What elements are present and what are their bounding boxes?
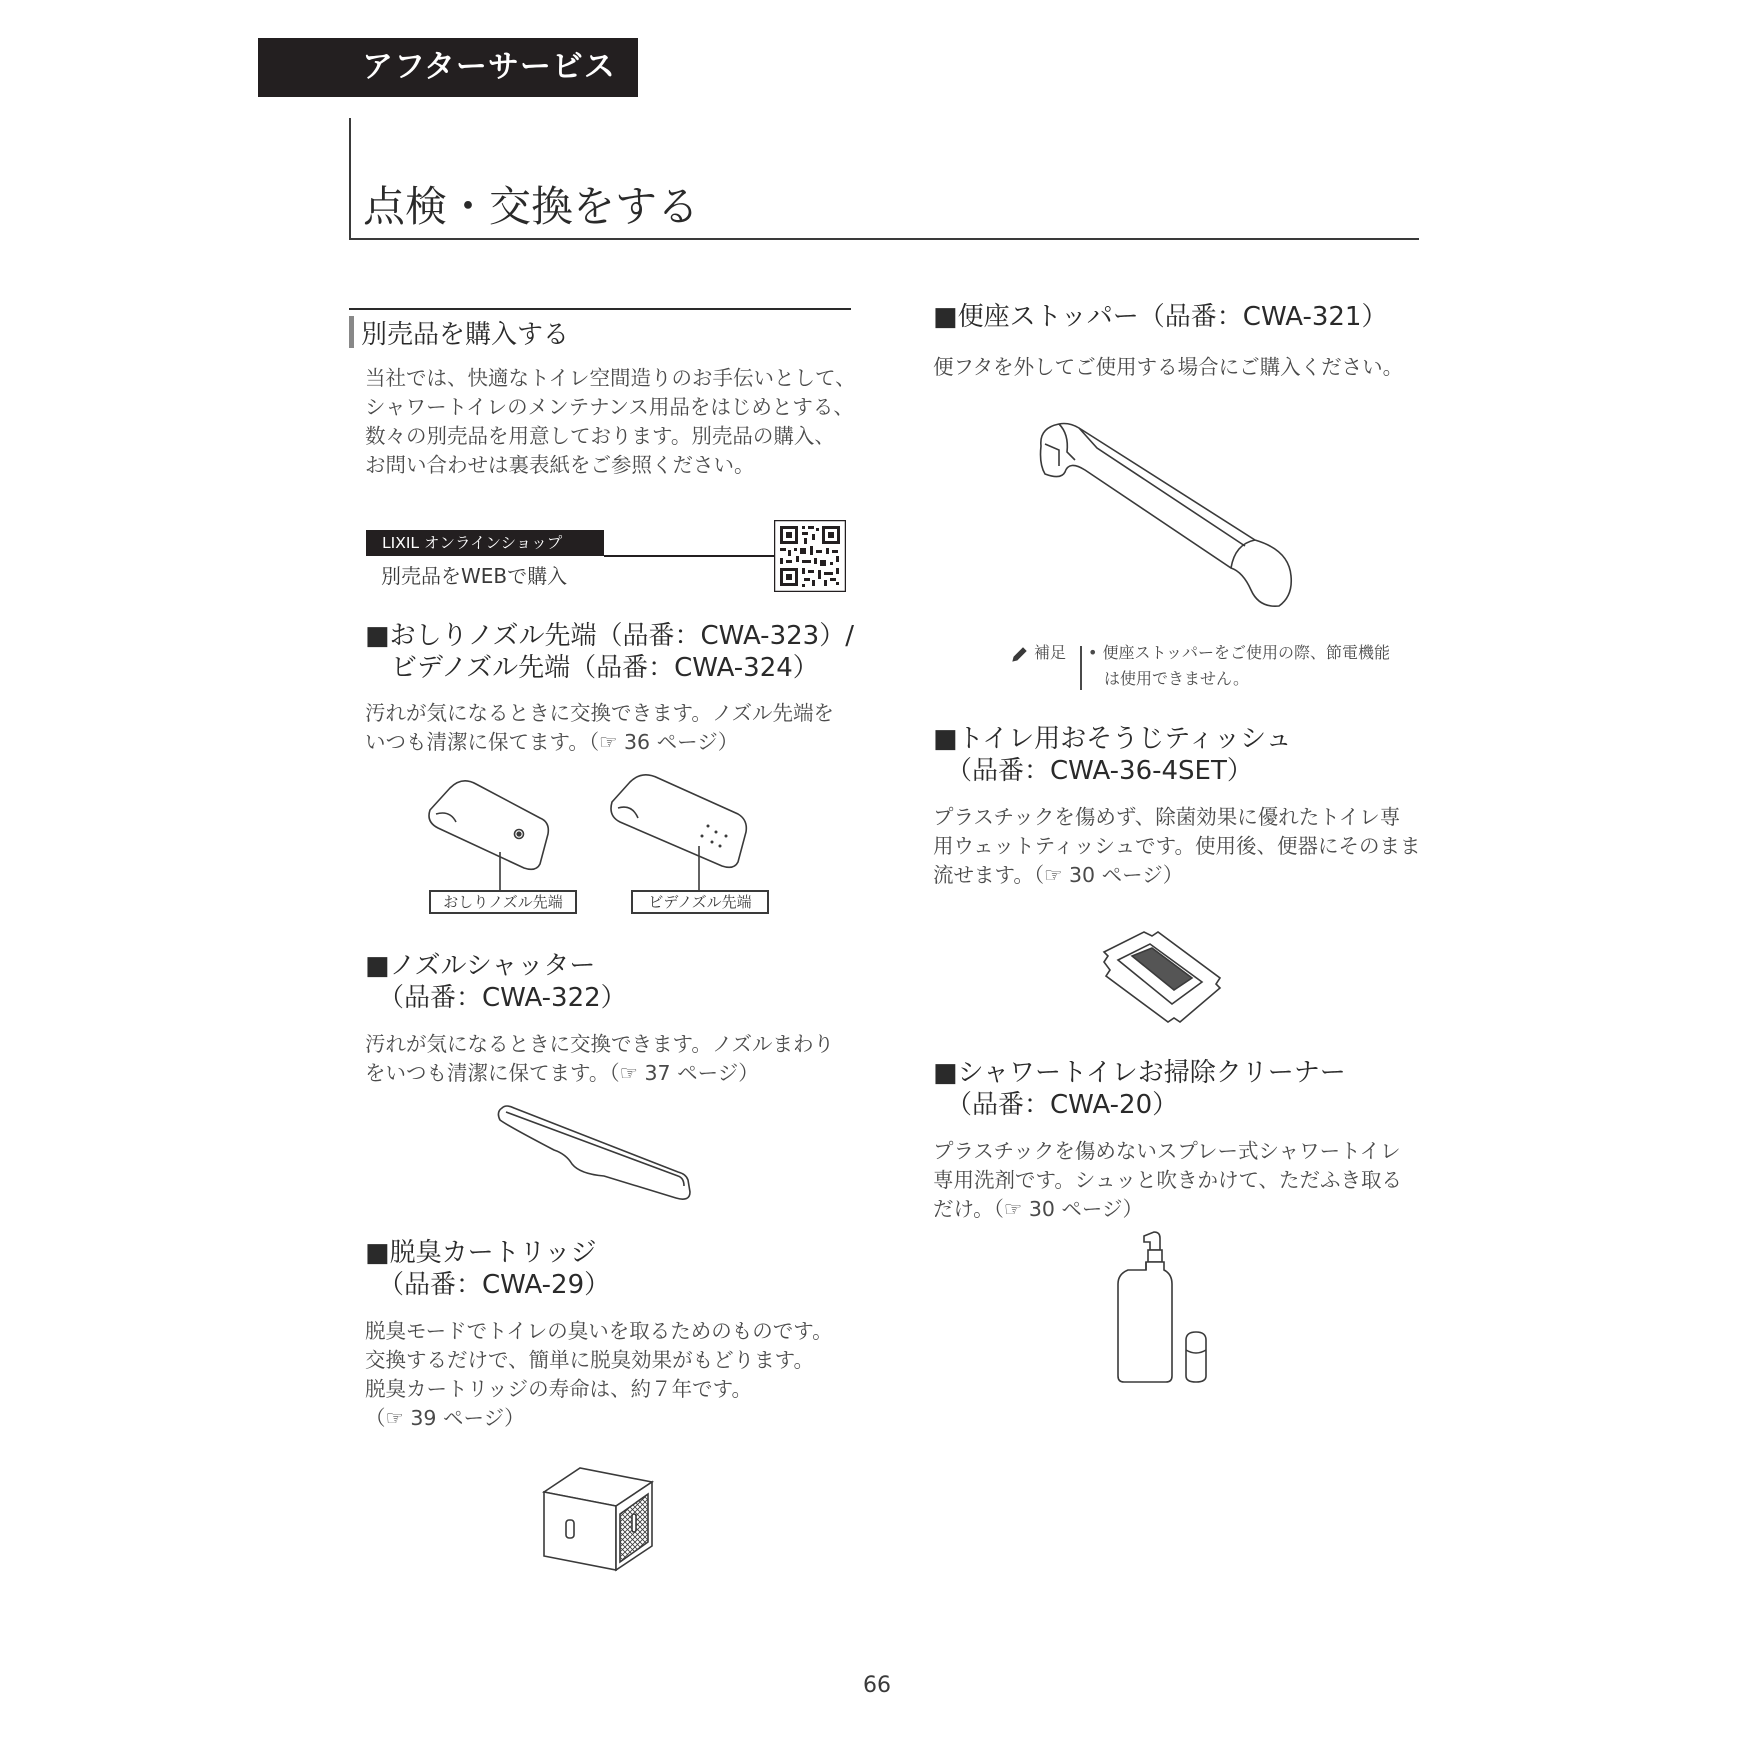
intro-line: お問い合わせは裏表紙をご参照ください。 <box>365 453 755 477</box>
item-desc-cartridge <box>365 1317 833 1433</box>
item-desc-line: いつも清潔に保てます。（☞ 36 ページ） <box>365 730 739 754</box>
item-desc-line: 便フタを外してご使用する場合にご購入ください。 <box>933 355 1404 379</box>
title-rule-vertical <box>349 118 351 240</box>
item-heading-line: ビデノズル先端（品番：CWA-324） <box>365 653 819 683</box>
note-line: は使用できません。 <box>1088 669 1249 688</box>
note-text <box>1088 640 1390 692</box>
note-line: • 便座ストッパーをご使用の際、節電機能 <box>1088 643 1391 662</box>
item-desc-stopper <box>933 353 1403 382</box>
item-heading-nozzle <box>365 620 854 684</box>
item-heading-line: ■便座ストッパー（品番：CWA-321） <box>933 302 1388 332</box>
item-heading-line: （品番：CWA-20） <box>933 1090 1179 1120</box>
item-desc-line: 脱臭モードでトイレの臭いを取るためのものです。 <box>365 1319 833 1343</box>
item-heading-shutter <box>365 950 627 1014</box>
pencil-icon <box>1011 645 1029 667</box>
item-heading-line: ■トイレ用おそうじティッシュ <box>933 724 1292 754</box>
intro-line: 当社では、快適なトイレ空間造りのお手伝いとして、 <box>365 366 856 390</box>
item-desc-line: プラスチックを傷めず、除菌効果に優れたトイレ専 <box>933 805 1401 829</box>
spray-bottle-illustration <box>1114 1228 1210 1384</box>
section-title: 別売品を購入する <box>361 320 570 350</box>
item-desc-nozzle <box>365 699 834 757</box>
online-shop-rule <box>604 555 776 557</box>
item-heading-line: （品番：CWA-29） <box>365 1270 611 1300</box>
item-desc-line: 用ウェットティッシュです。使用後、便器にそのまま <box>933 834 1421 858</box>
item-heading-line: ■ノズルシャッター <box>365 951 596 981</box>
qr-code-icon[interactable] <box>774 520 846 592</box>
seat-stopper-illustration <box>1035 420 1295 610</box>
cartridge-illustration <box>540 1462 656 1574</box>
section-intro <box>365 364 856 480</box>
item-heading-tissue <box>933 723 1292 787</box>
item-desc-line: 流せます。（☞ 30 ページ） <box>933 863 1184 887</box>
item-desc-line: 交換するだけで、簡単に脱臭効果がもどります。 <box>365 1348 814 1372</box>
label-oshiri-nozzle: おしりノズル先端 <box>429 890 577 914</box>
item-desc-line: をいつも清潔に保てます。（☞ 37 ページ） <box>365 1061 759 1085</box>
section-marker <box>349 316 354 348</box>
note-divider <box>1080 646 1082 690</box>
item-desc-tissue <box>933 803 1421 890</box>
section-header-tab: アフターサービス <box>258 38 638 97</box>
title-rule-horizontal <box>349 238 1419 240</box>
item-heading-cartridge <box>365 1237 610 1301</box>
item-heading-line: ■おしりノズル先端（品番：CWA-323）/ <box>365 621 854 651</box>
intro-line: シャワートイレのメンテナンス用品をはじめとする、 <box>365 395 854 419</box>
item-desc-line: （☞ 39 ページ） <box>365 1406 525 1430</box>
item-desc-line: 脱臭カートリッジの寿命は、約７年です。 <box>365 1377 753 1401</box>
item-desc-cleaner <box>933 1137 1402 1224</box>
item-heading-line: （品番：CWA-322） <box>365 983 627 1013</box>
nozzle-tips-illustration <box>420 770 780 890</box>
item-desc-shutter <box>365 1030 834 1088</box>
item-desc-line: だけ。（☞ 30 ページ） <box>933 1197 1144 1221</box>
note-label: 補足 <box>1034 643 1067 662</box>
item-heading-line: ■脱臭カートリッジ <box>365 1238 597 1268</box>
online-shop-tag[interactable]: LIXIL オンラインショップ <box>366 530 604 556</box>
label-bide-nozzle: ビデノズル先端 <box>631 890 769 914</box>
item-heading-cleaner <box>933 1057 1346 1121</box>
page-title: 点検・交換をする <box>363 182 700 231</box>
item-desc-line: 汚れが気になるときに交換できます。ノズルまわり <box>365 1032 835 1056</box>
online-shop-subtext: 別売品をWEBで購入 <box>381 564 568 588</box>
item-desc-line: 汚れが気になるときに交換できます。ノズル先端を <box>365 701 835 725</box>
item-desc-line: 専用洗剤です。シュッと吹きかけて、ただふき取る <box>933 1168 1403 1192</box>
intro-line: 数々の別売品を用意しております。別売品の購入、 <box>365 424 835 448</box>
item-heading-stopper <box>933 301 1387 333</box>
item-heading-line: ■シャワートイレお掃除クリーナー <box>933 1058 1346 1088</box>
section-rule <box>349 308 851 310</box>
item-heading-line: （品番：CWA-36-4SET） <box>933 756 1253 786</box>
item-desc-line: プラスチックを傷めないスプレー式シャワートイレ <box>933 1139 1401 1163</box>
page-number: 66 <box>863 1673 891 1698</box>
tissue-pack-illustration <box>1098 926 1226 1026</box>
nozzle-shutter-illustration <box>494 1102 696 1204</box>
